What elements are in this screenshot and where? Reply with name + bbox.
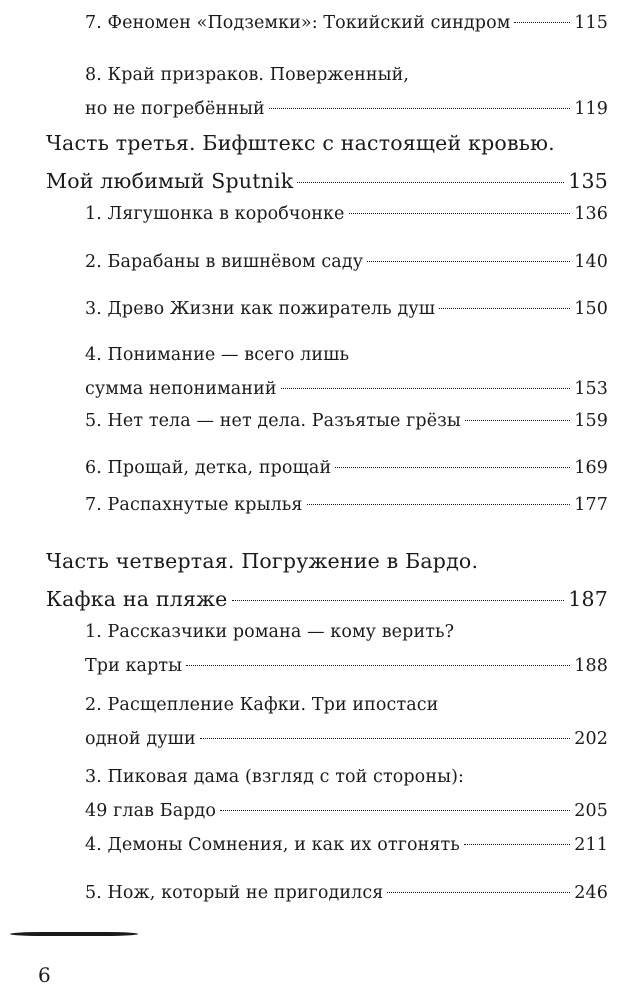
entry-page-number: 159 xyxy=(574,411,608,431)
entry-title-row xyxy=(85,722,608,756)
entry-title-line: 5. Нож, который не пригодился xyxy=(85,883,384,903)
dot-leader xyxy=(367,261,570,262)
dot-leader xyxy=(387,892,570,893)
toc-chapter-entry xyxy=(85,292,608,326)
dot-leader xyxy=(335,467,570,468)
entry-title-line: 1. Рассказчики романа — кому верить? xyxy=(85,622,455,642)
toc-chapter-entry xyxy=(85,828,608,862)
entry-page-number: 246 xyxy=(574,883,608,903)
entry-title-line: сумма непониманий xyxy=(85,379,277,399)
entry-page-number: 211 xyxy=(574,835,608,855)
toc-chapter-entry xyxy=(85,760,608,828)
entry-page-number: 169 xyxy=(574,458,608,478)
entry-title-row xyxy=(85,197,608,231)
entry-title-row xyxy=(85,245,608,279)
dot-leader xyxy=(464,844,570,845)
entry-page-number: 150 xyxy=(574,299,608,319)
entry-page-number: 115 xyxy=(574,13,608,33)
entry-title-row xyxy=(85,876,608,910)
dot-leader xyxy=(200,738,571,739)
entry-title-row xyxy=(85,451,608,485)
page-number: 6 xyxy=(38,963,51,987)
entry-page-number: 153 xyxy=(574,379,608,399)
entry-title-line: 6. Прощай, детка, прощай xyxy=(85,458,332,478)
entry-title-row xyxy=(85,488,608,522)
entry-title-row xyxy=(85,649,608,683)
dot-leader xyxy=(514,22,570,23)
dot-leader xyxy=(349,213,571,214)
toc-part-entry xyxy=(46,124,608,200)
entry-page-number: 136 xyxy=(574,204,608,224)
entry-page-number: 187 xyxy=(568,587,608,611)
dot-leader xyxy=(220,810,570,811)
toc-part-entry xyxy=(46,542,608,618)
entry-title-line: 8. Край призраков. Поверженный, xyxy=(85,65,410,85)
toc-chapter-entry xyxy=(85,58,608,126)
entry-title-line: одной души xyxy=(85,729,196,749)
entry-title-line: 49 глав Бардо xyxy=(85,801,217,821)
dot-leader xyxy=(281,388,571,389)
dot-leader xyxy=(232,600,565,601)
entry-title-line: 7. Феномен «Подземки»: Токийский синдром xyxy=(85,13,511,33)
entry-title-line: Мой любимый Sputnik xyxy=(46,169,294,193)
entry-title-line: Часть третья. Бифштекс с настоящей кровью. xyxy=(46,131,555,155)
entry-page-number: 140 xyxy=(574,252,608,272)
entry-title-row xyxy=(85,794,608,828)
entry-title-row xyxy=(85,372,608,406)
entry-title-row xyxy=(85,828,608,862)
dot-leader xyxy=(269,108,571,109)
entry-title-row xyxy=(85,404,608,438)
entry-page-number: 135 xyxy=(568,169,608,193)
entry-title-line: 1. Лягушонка в коробчонке xyxy=(85,204,345,224)
entry-title-row xyxy=(46,580,608,618)
entry-page-number: 205 xyxy=(574,801,608,821)
entry-title-line: Три карты xyxy=(85,656,183,676)
toc-chapter-entry xyxy=(85,876,608,910)
entry-title-line: 3. Древо Жизни как пожиратель душ xyxy=(85,299,436,319)
dot-leader xyxy=(439,308,570,309)
entry-title-row xyxy=(85,292,608,326)
dot-leader xyxy=(297,182,564,183)
toc-chapter-entry xyxy=(85,451,608,485)
entry-title-line: 2. Расщепление Кафки. Три ипостаси xyxy=(85,695,439,715)
entry-title-line: 4. Понимание — всего лишь xyxy=(85,345,350,365)
entry-title-row xyxy=(85,92,608,126)
entry-title-line: но не погребённый xyxy=(85,99,265,119)
entry-title-row xyxy=(85,6,608,40)
entry-title-line: 2. Барабаны в вишнёвом саду xyxy=(85,252,364,272)
toc-chapter-entry xyxy=(85,615,608,683)
dot-leader xyxy=(307,504,571,505)
toc-chapter-entry xyxy=(85,197,608,231)
entry-page-number: 177 xyxy=(574,495,608,515)
entry-title-line: 5. Нет тела — нет дела. Разъятые грёзы xyxy=(85,411,461,431)
decorative-rule xyxy=(10,932,139,936)
entry-title-line: Часть четвертая. Погружение в Бардо. xyxy=(46,549,479,573)
entry-title-line: 3. Пиковая дама (взгляд с той стороны): xyxy=(85,767,465,787)
dot-leader xyxy=(465,420,570,421)
toc-chapter-entry xyxy=(85,404,608,438)
dot-leader xyxy=(186,665,570,666)
entry-title-line: 4. Демоны Сомнения, и как их отгонять xyxy=(85,835,460,855)
entry-page-number: 119 xyxy=(574,99,608,119)
entry-page-number: 188 xyxy=(574,656,608,676)
entry-title-line: Кафка на пляже xyxy=(46,587,228,611)
entry-page-number: 202 xyxy=(574,729,608,749)
toc-chapter-entry xyxy=(85,245,608,279)
toc-chapter-entry xyxy=(85,6,608,40)
toc-chapter-entry xyxy=(85,688,608,756)
toc-chapter-entry xyxy=(85,488,608,522)
entry-title-row xyxy=(46,162,608,200)
entry-title-line: 7. Распахнутые крылья xyxy=(85,495,303,515)
toc-chapter-entry xyxy=(85,338,608,406)
